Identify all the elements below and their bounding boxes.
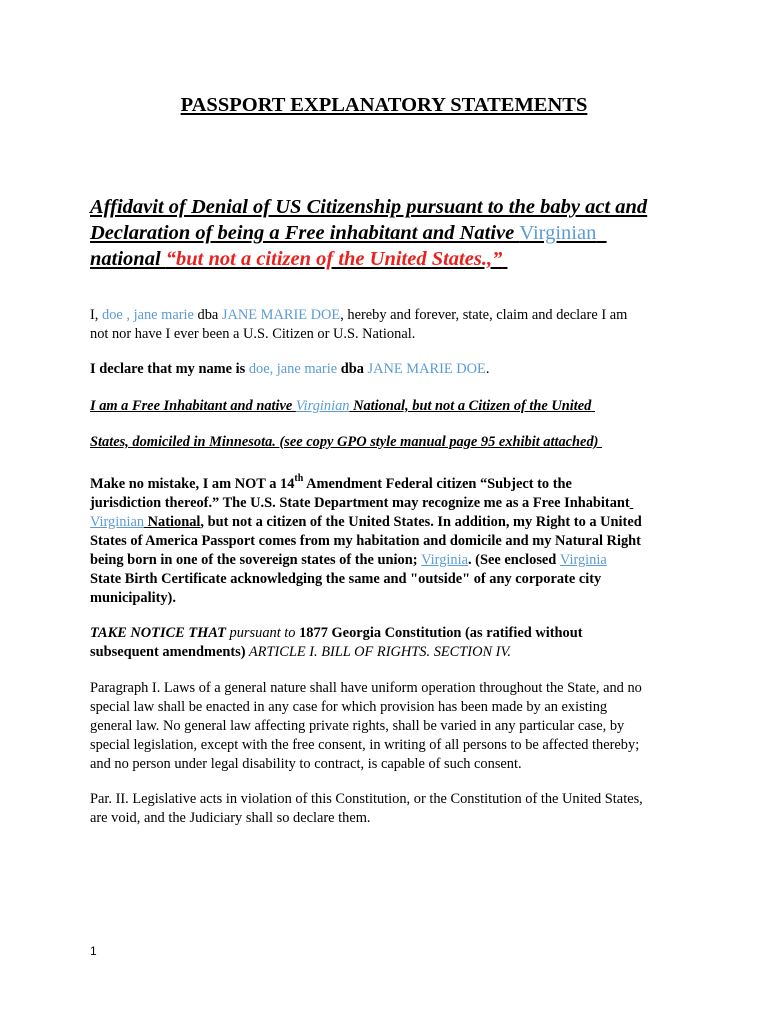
affidavit-heading-line-3 (90, 248, 507, 271)
take-notice-line-2: subsequent amendments) ARTICLE I. BILL OF RIGHTS. SECTION IV. (90, 644, 511, 660)
paragraph-ii-line-2: are void, and the Judiciary shall so declare them. (90, 810, 371, 826)
virginian-link[interactable]: Virginian (519, 222, 597, 244)
paragraph-i-line-1: Paragraph I. Laws of a general nature shall have uniform operation throughout the State, and no (90, 680, 642, 696)
virginian-link[interactable]: Virginian (295, 398, 350, 414)
inhabitant-statement-line-1: I am a Free Inhabitant and native Virginian National, but not a Citizen of the United (90, 398, 592, 414)
take-notice-line-1: TAKE NOTICE THAT pursuant to 1877 Georgia Constitution (as ratified without (90, 625, 583, 641)
inhabitant-statement-line-2: States, domiciled in Minnesota. (see copy GPO style manual page 95 exhibit attached) (90, 434, 599, 450)
heading-text: national (90, 248, 166, 270)
name-field: doe, jane marie (248, 361, 338, 377)
virginian-link[interactable]: Virginian (90, 514, 145, 530)
amendment-paragraph-line-3: Virginian National, but not a citizen of the United States. In addition, my Right to a United (90, 514, 642, 530)
name-field: doe , jane marie (102, 307, 194, 323)
paragraph-i-line-3: general law. No general law affecting private rights, shall be varied in any particular case, by (90, 718, 625, 734)
amendment-paragraph-line-4: States of America Passport comes from my habitation and domicile and my Natural Right (90, 533, 641, 549)
paragraph-ii-line-1: Par. II. Legislative acts in violation of this Constitution, or the Constitution of the United States, (90, 791, 643, 807)
amendment-paragraph-line-1: Make no mistake, I am NOT a 14th Amendment Federal citizen “Subject to the (90, 473, 572, 492)
virginia-link[interactable]: Virginia (559, 552, 607, 568)
amendment-paragraph-line-7: municipality). (90, 590, 176, 606)
affidavit-heading-line-2 (90, 222, 607, 245)
amendment-paragraph-line-2: jurisdiction thereof.” The U.S. State Department may recognize me as a Free Inhabitant (90, 495, 630, 511)
heading-text: Affidavit of Denial of US Citizenship pursuant to the baby act and (90, 196, 648, 218)
affidavit-heading-line-1 (90, 196, 647, 219)
amendment-paragraph-line-5: being born in one of the sovereign states of the union; Virginia. (See enclosed Virginia (90, 552, 607, 568)
amendment-paragraph-line-6: State Birth Certificate acknowledging the same and "outside" of any corporate city (90, 571, 602, 587)
name-caps-field: JANE MARIE DOE (367, 361, 486, 377)
virginia-link[interactable]: Virginia (421, 552, 468, 568)
heading-text: Declaration of being a Free inhabitant and Native (90, 222, 520, 244)
page-number: 1 (90, 944, 97, 958)
name-caps-field: JANE MARIE DOE (221, 307, 341, 323)
declaration-paragraph-line-2: not nor have I ever been a U.S. Citizen or U.S. National. (90, 326, 416, 342)
name-declaration: I declare that my name is doe, jane marie dba JANE MARIE DOE. (90, 361, 490, 377)
page-title: PASSPORT EXPLANATORY STATEMENTS (180, 94, 588, 116)
heading-red-quote: “but not a citizen of the United States.,” (165, 248, 503, 270)
paragraph-i-line-4: special legislation, except with the free consent, in writing of all persons to be affected thereby; (90, 737, 640, 753)
declaration-paragraph-line-1: I, doe , jane marie dba JANE MARIE DOE, hereby and forever, state, claim and declare I am (90, 307, 628, 323)
paragraph-i-line-2: special law shall be enacted in any case for which provision has been made by an existing (90, 699, 608, 715)
paragraph-i-line-5: and no person under legal disability to contract, is capable of such consent. (90, 756, 522, 772)
